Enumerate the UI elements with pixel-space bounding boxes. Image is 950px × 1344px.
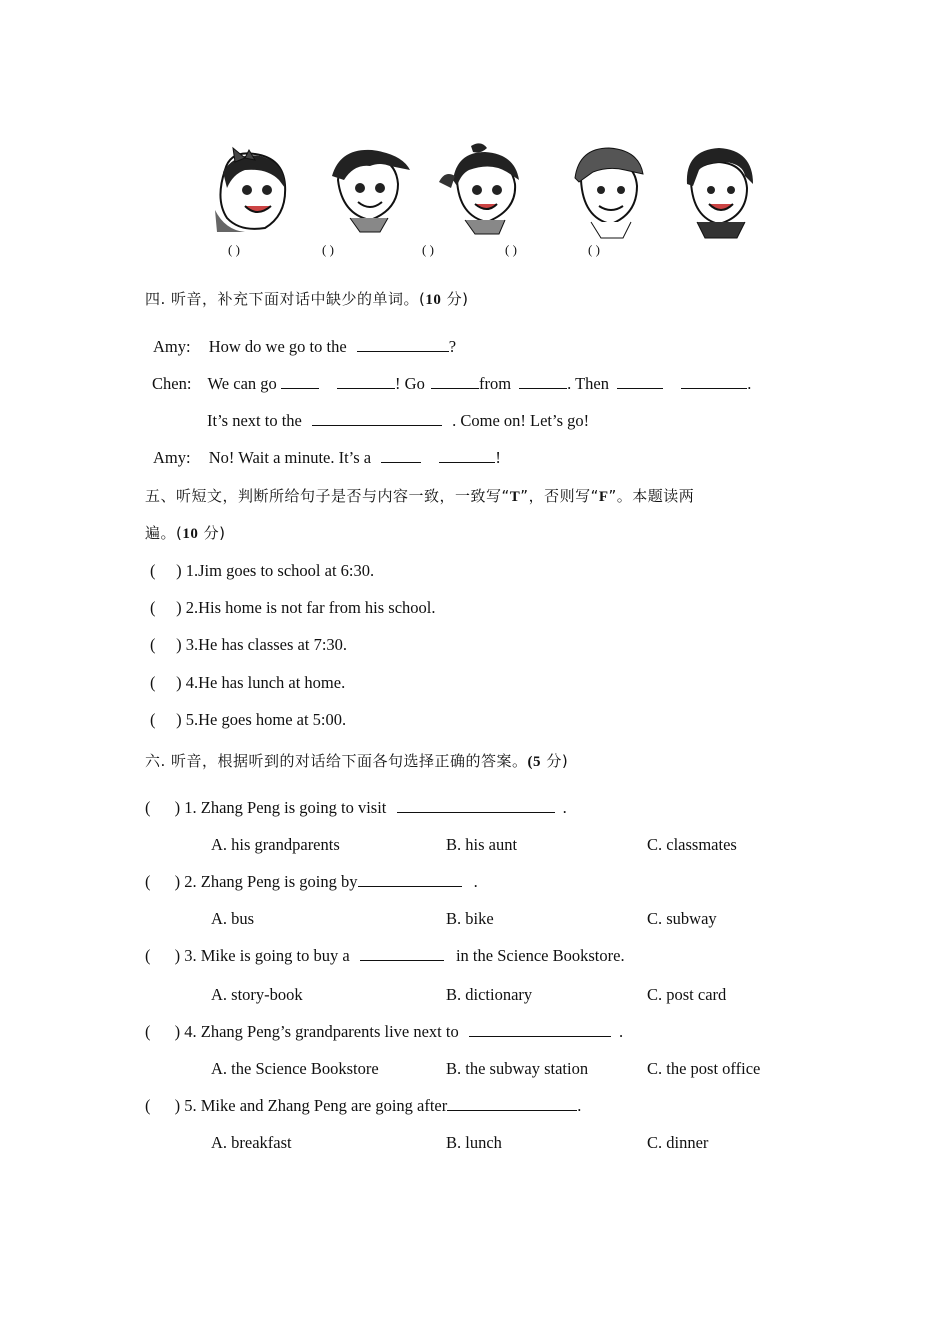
section5-title-text: 五、听短文，判断所给句子是否与内容一致，一致写“ xyxy=(145,487,510,505)
face-answer-paren-4: ( ) xyxy=(505,242,517,257)
tf-statement: 3.He has classes at 7:30. xyxy=(185,635,348,654)
answer-blank[interactable] xyxy=(381,448,421,463)
mc-q3-option-c[interactable]: C. post card xyxy=(647,985,727,1004)
face-answer-paren-2: ( ) xyxy=(322,242,334,257)
mc-q2-option-c[interactable]: C. subway xyxy=(647,909,717,928)
answer-paren[interactable]: ( ) xyxy=(150,561,182,580)
mc-q1-option-b[interactable]: B. his aunt xyxy=(446,835,518,854)
answer-blank[interactable] xyxy=(447,1096,577,1111)
mc-question-3 xyxy=(145,946,625,966)
mc-q4-option-c[interactable]: C. the post office xyxy=(647,1059,761,1078)
tf-statement: 2.His home is not far from his school. xyxy=(185,598,436,617)
dialogue-text: It’s next to the xyxy=(207,411,302,430)
dialogue-text: . Come on! Let’s go! xyxy=(452,411,590,430)
face-answer-paren-1: ( ) xyxy=(228,242,240,257)
girl-ponytail-face-illustration xyxy=(435,140,535,235)
mc-q5-option-c[interactable]: C. dinner xyxy=(647,1133,709,1152)
mc-q3-option-a[interactable]: A. story-book xyxy=(211,985,303,1004)
answer-blank[interactable] xyxy=(397,798,555,813)
dialogue-line-2 xyxy=(152,374,751,394)
section6-title xyxy=(145,750,568,771)
section5-title-line2 xyxy=(145,522,225,543)
character-faces-row xyxy=(195,140,775,250)
tf-statement: 4.He has lunch at home. xyxy=(185,673,346,692)
dialogue-text: . xyxy=(747,374,752,393)
dialogue-text: ? xyxy=(448,337,457,356)
question-text: . xyxy=(577,1096,582,1115)
answer-blank[interactable] xyxy=(519,374,567,389)
face-answer-paren-5: ( ) xyxy=(588,242,600,257)
answer-blank[interactable] xyxy=(357,337,449,352)
speaker-amy: Amy: xyxy=(153,337,191,356)
question-text: ) 4. Zhang Peng’s grandparents live next to xyxy=(174,1022,459,1041)
girl-with-bow-face-illustration xyxy=(205,140,300,235)
section4-title-suffix: 分) xyxy=(441,290,469,308)
question-text: in the Science Bookstore. xyxy=(455,946,625,965)
answer-blank[interactable] xyxy=(617,374,663,389)
section5-title-suffix: 分) xyxy=(198,524,226,542)
tf-item-2 xyxy=(150,598,436,618)
tf-statement: 5.He goes home at 5:00. xyxy=(185,710,347,729)
dialogue-text: ! Go xyxy=(395,374,425,393)
question-text: ) 5. Mike and Zhang Peng are going after xyxy=(174,1096,448,1115)
dialogue-line-1 xyxy=(153,337,456,357)
answer-paren[interactable]: ( xyxy=(145,1096,151,1115)
boy-with-cap-face-illustration xyxy=(565,140,655,240)
face-answer-paren-3: ( ) xyxy=(422,242,434,257)
section4-points: 10 xyxy=(425,292,442,308)
dialogue-line-3 xyxy=(207,411,589,431)
mc-q5-option-a[interactable]: A. breakfast xyxy=(211,1133,292,1152)
answer-blank[interactable] xyxy=(337,374,395,389)
boy-dark-hair-face-illustration xyxy=(675,140,765,240)
answer-blank[interactable] xyxy=(439,448,495,463)
answer-blank[interactable] xyxy=(681,374,747,389)
dialogue-text: We can go xyxy=(207,374,277,393)
section6-points: (5 xyxy=(527,754,542,770)
section6-title-suffix: 分) xyxy=(541,752,569,770)
answer-paren[interactable]: ( xyxy=(145,1022,151,1041)
false-mark: F xyxy=(598,489,609,505)
answer-paren[interactable]: ( xyxy=(145,798,151,817)
tf-statement: 1.Jim goes to school at 6:30. xyxy=(185,561,375,580)
question-text: ) 3. Mike is going to buy a xyxy=(174,946,350,965)
answer-paren[interactable]: ( ) xyxy=(150,673,182,692)
tf-item-5 xyxy=(150,710,346,730)
boy-swept-hair-face-illustration xyxy=(320,140,415,235)
tf-item-1 xyxy=(150,561,374,581)
true-mark: T xyxy=(509,489,521,505)
question-text: . xyxy=(473,872,478,891)
mc-question-5 xyxy=(145,1096,581,1116)
section5-title-text: 遍。( xyxy=(145,524,183,542)
dialogue-text: No! Wait a minute. It’s a xyxy=(208,448,372,467)
dialogue-text: ! xyxy=(495,448,501,467)
answer-blank[interactable] xyxy=(360,946,444,961)
dialogue-line-4 xyxy=(153,448,501,468)
tf-item-4 xyxy=(150,673,345,693)
section6-title-text: 六. 听音，根据听到的对话给下面各句选择正确的答案。 xyxy=(145,752,528,770)
section5-title-line1 xyxy=(145,485,694,506)
answer-blank[interactable] xyxy=(431,374,479,389)
answer-paren[interactable]: ( ) xyxy=(150,635,182,654)
answer-paren[interactable]: ( xyxy=(145,872,151,891)
speaker-amy: Amy: xyxy=(153,448,191,467)
dialogue-text: . Then xyxy=(567,374,610,393)
mc-q4-option-a[interactable]: A. the Science Bookstore xyxy=(211,1059,379,1078)
answer-blank[interactable] xyxy=(469,1022,611,1037)
answer-blank[interactable] xyxy=(281,374,319,389)
section5-title-text: ”。本题读两 xyxy=(608,487,695,505)
section5-points: 10 xyxy=(182,526,199,542)
speaker-chen: Chen: xyxy=(152,374,192,393)
mc-q3-option-b[interactable]: B. dictionary xyxy=(446,985,533,1004)
section4-title-text: 四. 听音，补充下面对话中缺少的单词。( xyxy=(145,290,426,308)
tf-item-3 xyxy=(150,635,347,655)
answer-paren[interactable]: ( xyxy=(145,946,151,965)
mc-q5-option-b[interactable]: B. lunch xyxy=(446,1133,502,1152)
mc-q4-option-b[interactable]: B. the subway station xyxy=(446,1059,589,1078)
mc-q1-option-c[interactable]: C. classmates xyxy=(647,835,737,854)
section4-title xyxy=(145,288,469,309)
question-text: ) 1. Zhang Peng is going to visit xyxy=(174,798,387,817)
question-text: . xyxy=(618,1022,624,1041)
mc-q2-option-a[interactable]: A. bus xyxy=(211,909,255,928)
answer-blank[interactable] xyxy=(312,411,442,426)
mc-q2-option-b[interactable]: B. bike xyxy=(446,909,494,928)
answer-blank[interactable] xyxy=(358,872,462,887)
question-text: . xyxy=(562,798,567,817)
mc-question-2 xyxy=(145,872,478,892)
answer-paren[interactable]: ( ) xyxy=(150,710,182,729)
mc-question-1 xyxy=(145,798,567,818)
mc-q1-option-a[interactable]: A. his grandparents xyxy=(211,835,340,854)
question-text: ) 2. Zhang Peng is going by xyxy=(174,872,358,891)
mc-question-4 xyxy=(145,1022,623,1042)
answer-paren[interactable]: ( ) xyxy=(150,598,182,617)
section5-title-text: ”，否则写“ xyxy=(520,487,599,505)
dialogue-text: from xyxy=(478,374,512,393)
dialogue-text: How do we go to the xyxy=(208,337,347,356)
